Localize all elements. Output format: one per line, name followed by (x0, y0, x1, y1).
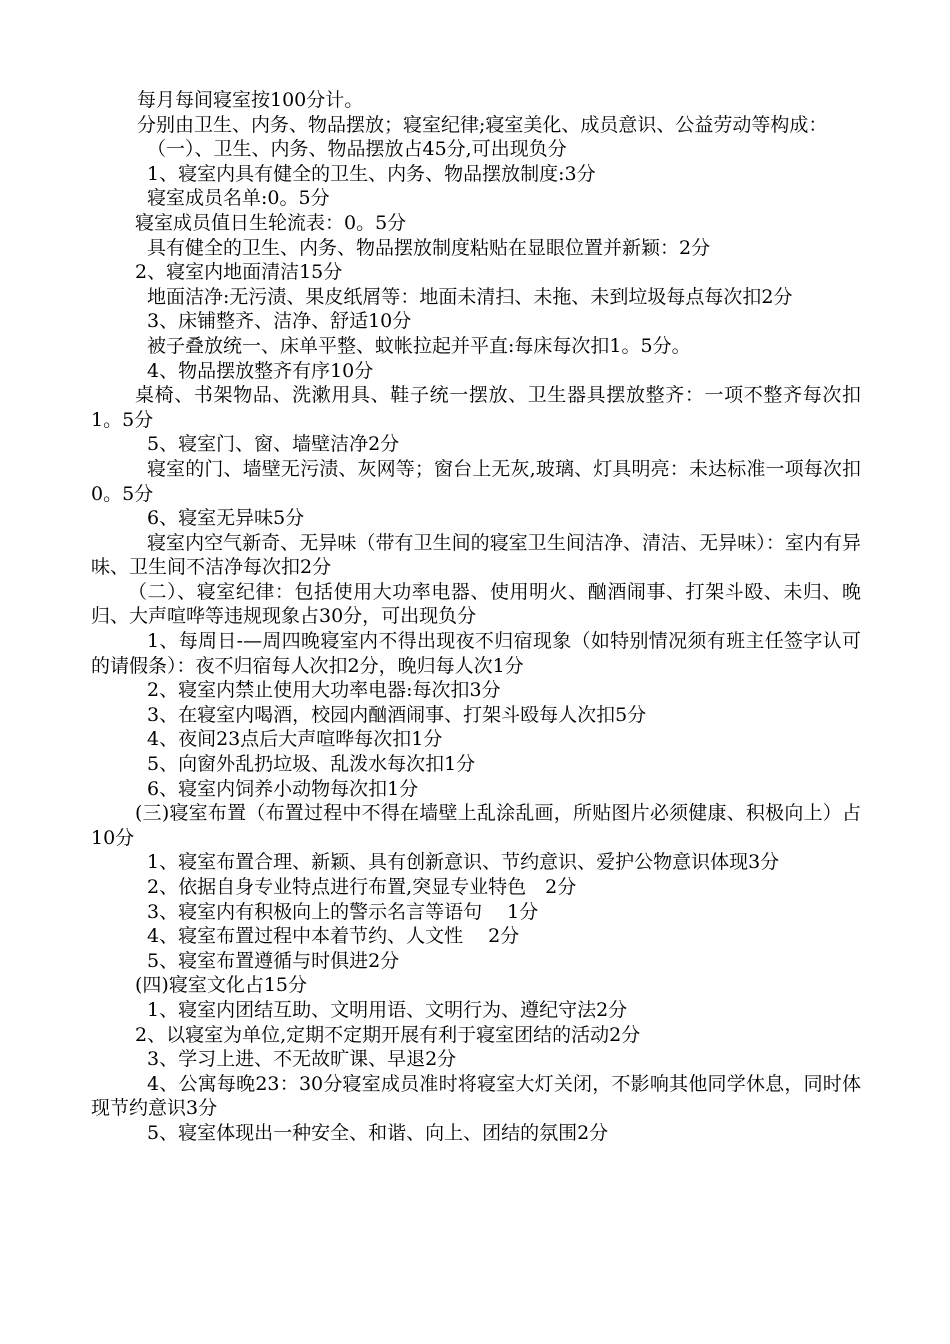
list-item: 3、寝室内有积极向上的警示名言等语句 1分 (147, 900, 539, 923)
list-item: 1、每周日-—周四晚寝室内不得出现夜不归宿现象（如特别情况须有班主任签字认可的请假条）：夜不归宿每人次扣2分，晚归每人次1分 (91, 630, 861, 677)
list-item: 2、寝室内禁止使用大功率电器:每次扣3分 (147, 679, 501, 702)
list-item: 寝室成员值日生轮流表：0。5分 (135, 211, 407, 234)
list-item: 2、寝室内地面清洁15分 (135, 261, 343, 284)
list-item: 1、寝室内团结互助、文明用语、文明行为、遵纪守法2分 (147, 998, 628, 1021)
list-item: 5、向窗外乱扔垃圾、乱泼水每次扣1分 (147, 753, 476, 776)
list-item: 4、公寓每晚23：30分寝室成员准时将寝室大灯关闭，不影响其他同学休息，同时体现节约意识3分 (91, 1072, 861, 1120)
list-item: 3、学习上进、不无故旷课、早退2分 (147, 1048, 457, 1071)
list-item: 5、寝室门、窗、墙壁洁净2分 (147, 433, 400, 456)
list-item: 4、物品摆放整齐有序10分 (147, 359, 374, 382)
section-heading-discipline: （二）、寝室纪律：包括使用大功率电器、使用明火、酗酒闹事、打架斗殴、未归、晚归、大声喧哗等违规现象占30分，可出现负分 (91, 580, 861, 628)
list-item: 3、床铺整齐、洁净、舒适10分 (147, 310, 412, 333)
list-item: 寝室的门、墙壁无污渍、灰网等；窗台上无灰,玻璃、灯具明亮：未达标准一项每次扣0。5分 (91, 457, 861, 505)
list-item: 寝室内空气新奇、无异味（带有卫生间的寝室卫生间洁净、清洁、无异味）：室内有异味、卫生间不洁净每次扣2分 (91, 531, 861, 579)
list-item: 4、寝室布置过程中本着节约、人文性 2分 (147, 925, 520, 948)
paragraph-total-score: 每月每间寝室按100分计。 (137, 89, 364, 111)
list-item: 6、寝室内饲养小动物每次扣1分 (147, 777, 419, 800)
list-item: 桌椅、书架物品、洗漱用具、鞋子统一摆放、卫生器具摆放整齐：一项不整齐每次扣1。5分 (91, 384, 861, 431)
list-item: 3、在寝室内喝酒，校园内酗酒闹事、打架斗殴每人次扣5分 (147, 703, 647, 726)
list-item: 地面洁净:无污渍、果皮纸屑等：地面未清扫、未拖、未到垃圾每点每次扣2分 (147, 285, 793, 308)
list-item: 寝室成员名单:0。5分 (147, 187, 330, 210)
section-heading-culture: (四)寝室文化占15分 (135, 974, 308, 997)
list-item: 6、寝室无异味5分 (147, 507, 305, 530)
paragraph-composition: 分别由卫生、内务、物品摆放；寝室纪律;寝室美化、成员意识、公益劳动等构成： (137, 113, 828, 136)
list-item: 5、寝室体现出一种安全、和谐、向上、团结的氛围2分 (147, 1121, 609, 1144)
list-item: 2、以寝室为单位,定期不定期开展有利于寝室团结的活动2分 (135, 1023, 641, 1046)
list-item: 1、寝室布置合理、新颖、具有创新意识、节约意识、爱护公物意识体现3分 (147, 851, 780, 874)
list-item: 被子叠放统一、床单平整、蚊帐拉起并平直:每床每次扣1。5分。 (147, 334, 691, 357)
list-item: 5、寝室布置遵循与时俱进2分 (147, 949, 400, 972)
list-item: 1、寝室内具有健全的卫生、内务、物品摆放制度:3分 (147, 162, 596, 185)
section-heading-decoration: (三)寝室布置（布置过程中不得在墙壁上乱涂乱画，所贴图片必须健康、积极向上）占10分 (91, 802, 861, 849)
list-item: 具有健全的卫生、内务、物品摆放制度粘贴在显眼位置并新颖：2分 (147, 236, 711, 259)
list-item: 2、依据自身专业特点进行布置,突显专业特色 2分 (147, 876, 577, 898)
list-item: 4、夜间23点后大声喧哗每次扣1分 (147, 728, 443, 751)
section-heading-hygiene: （一）、卫生、内务、物品摆放占45分,可出现负分 (147, 138, 567, 161)
document-body (91, 88, 861, 1146)
